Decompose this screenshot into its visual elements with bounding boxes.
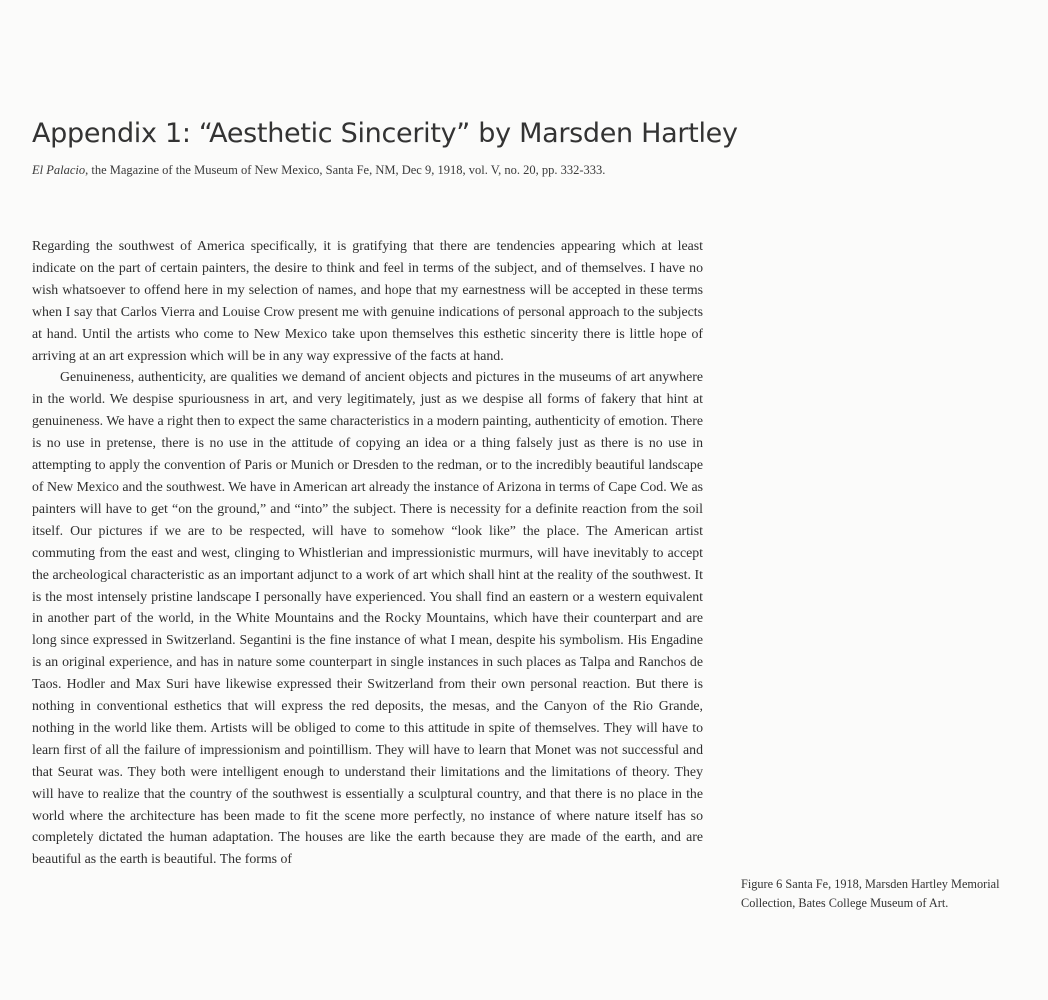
- source-citation: [32, 163, 605, 178]
- figure-caption: Figure 6 Santa Fe, 1918, Marsden Hartley Memorial Collection, Bates College Museum of Art.: [741, 877, 1000, 910]
- source-details: , the Magazine of the Museum of New Mexico, Santa Fe, NM, Dec 9, 1918, vol. V, no. 20, pp. 332-333.: [85, 163, 606, 177]
- body-text: [32, 235, 703, 870]
- source-publication: El Palacio: [32, 163, 86, 177]
- paragraph-1: Regarding the southwest of America specifically, it is gratifying that there are tendencies appearing which at least indicate on the part of certain painters, the desire to think and feel in terms of the subject, and of themselves. I have no wish whatsoever to offend here in my selection of names, and hope that my earnestness will be accepted in these terms when I say that Carlos Vierra and Louise Crow present me with genuine indications of personal approach to the subjects at hand. Until the artists who come to New Mexico take upon themselves this esthetic sincerity there is little hope of arriving at an art expression which will be in any way expressive of the facts at hand.: [32, 238, 703, 363]
- page-title: Appendix 1: “Aesthetic Sincerity” by Marsden Hartley: [32, 118, 738, 149]
- paragraph-2: Genuineness, authenticity, are qualities we demand of ancient objects and pictures in the museums of art anywhere in the world. We despise spuriousness in art, and very legitimately, just as we despise all forms of fakery that hint at genuineness. We have a right then to expect the same characteristics in a modern painting, authenticity of emotion. There is no use in pretense, there is no use in the attitude of copying an idea or a thing falsely just as there is no use in attempting to apply the convention of Paris or Munich or Dresden to the redman, or to the incredibly beautiful landscape of New Mexico and the southwest. We have in American art already the instance of Arizona in terms of Cape Cod. We as painters will have to get “on the ground,” and “into” the subject. There is necessity for a definite reaction from the soil itself. Our pictures if we are to be respected, will have to somehow “look like” the place. The American artist commuting from the east and west, clinging to Whistlerian and impressionistic murmurs, will have inevitably to accept the archeological characteristic as an important adjunct to a work of art which shall hint at the reality of the southwest. It is the most intensely pristine landscape I personally have experienced. You shall find an eastern or a western equivalent in another part of the world, in the White Mountains and the Rocky Mountains, which have their counterpart and are long since expressed in Switzerland. Segantini is the fine instance of what I mean, despite his symbolism. His Engadine is an original experience, and has in nature some counterpart in single instances in such places as Talpa and Ranchos de Taos. Hodler and Max Suri have likewise expressed their Switzerland from their own personal reaction. But there is nothing in conventional esthetics that will express the red deposits, the mesas, and the Canyon of the Rio Grande, nothing in the world like them. Artists will be obliged to come to this attitude in spite of themselves. They will have to learn first of all the failure of impressionism and pointillism. They will have to learn that Monet was not successful and that Seurat was. They both were intelligent enough to understand their limitations and the limitations of theory. They will have to realize that the country of the southwest is essentially a sculptural country, and that there is no place in the world where the architecture has been made to fit the scene more perfectly, no instance of where nature itself has so completely dictated the human adaptation. The houses are like the earth because they are made of the earth, and are beautiful as the earth is beautiful. The forms of: [32, 369, 703, 867]
